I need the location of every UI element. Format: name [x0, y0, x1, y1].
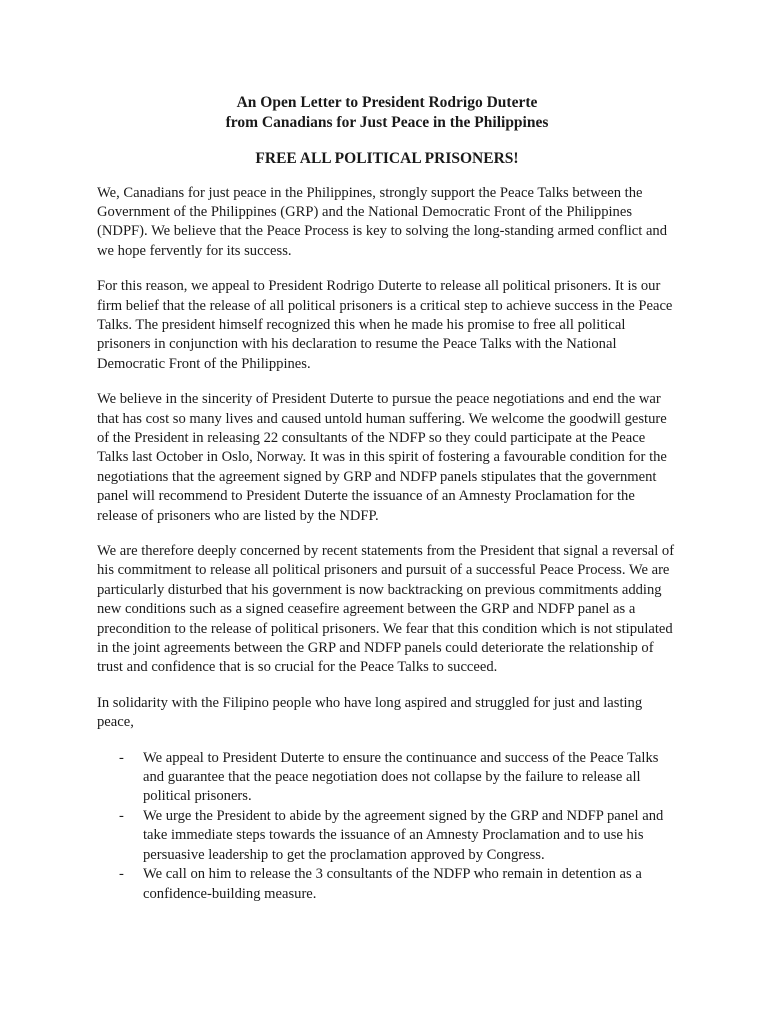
letter-subtitle: FREE ALL POLITICAL PRISONERS! — [255, 150, 519, 167]
paragraph-solidarity: In solidarity with the Filipino people who have long aspired and struggled for just and lasting peace, — [97, 694, 643, 731]
bullet-dash: - — [119, 749, 124, 766]
paragraph-support: We, Canadians for just peace in the Philippines, strongly support the Peace Talks between the Government of the Philippines (GRP) and the National Democratic Front of the Philippines (NDPF). We believe that the Peace Process is key to solving the long-standing armed conflict and we hope fervently for its success. — [97, 184, 668, 259]
demands-list — [97, 749, 677, 904]
bullet-dash: - — [119, 807, 124, 824]
paragraph-concern: We are therefore deeply concerned by recent statements from the President that signal a reversal of his commitment to release all political prisoners and pursuit of a successful Peace Process. We are particularly disturbed that his government is now backtracking on previous commitments adding new conditions such as a signed ceasefire agreement between the GRP and NDFP panel as a precondition to the release of political prisoners. We fear that this condition which is not stipulated in the joint agreements between the GRP and NDFP panels could deteriorate the relationship of trust and confidence that is so crucial for the Peace Talks to succeed. — [97, 543, 675, 676]
bullet-text: We call on him to release the 3 consultants of the NDFP who remain in detention as a confidence-building measure. — [143, 866, 642, 902]
bullet-text: We appeal to President Duterte to ensure the continuance and success of the Peace Talks and guarantee that the peace negotiation does not collapse by the failure to release all political prisoners. — [143, 749, 659, 805]
paragraph-appeal: For this reason, we appeal to President Rodrigo Duterte to release all political prisoners. It is our firm belief that the release of all political prisoners is a critical step to achieve success in the Peace Talks. The president himself recognized this when he made his promise to free all political prisoners in conjunction with his declaration to resume the Peace Talks with the National Democratic Front of the Philippines. — [97, 278, 673, 372]
letter-page — [97, 93, 677, 904]
paragraph-sincerity: We believe in the sincerity of President Duterte to pursue the peace negotiations and end the war that has cost so many lives and caused untold human suffering. We welcome the goodwill gesture of the President in releasing 22 consultants of the NDFP so they could participate at the Peace Talks last October in Oslo, Norway. It was in this spirit of fostering a favourable condition for the negotiations that the agreement signed by GRP and NDFP panels stipulates that the government panel will recommend to President Duterte the issuance of an Amnesty Proclamation for the release of prisoners who are listed by the NDFP. — [97, 391, 667, 524]
title-line-1: An Open Letter to President Rodrigo Duterte — [236, 94, 538, 111]
list-item — [97, 865, 677, 904]
list-item — [97, 807, 677, 865]
bullet-dash: - — [119, 866, 124, 883]
title-line-2: from Canadians for Just Peace in the Philippines — [225, 113, 549, 131]
bullet-text: We urge the President to abide by the agreement signed by the GRP and NDFP panel and take immediate steps towards the issuance of an Amnesty Proclamation and to use his persuasive leadership to get the proclamation approved by Congress. — [143, 807, 664, 863]
letter-title — [97, 93, 677, 132]
list-item — [97, 749, 677, 807]
